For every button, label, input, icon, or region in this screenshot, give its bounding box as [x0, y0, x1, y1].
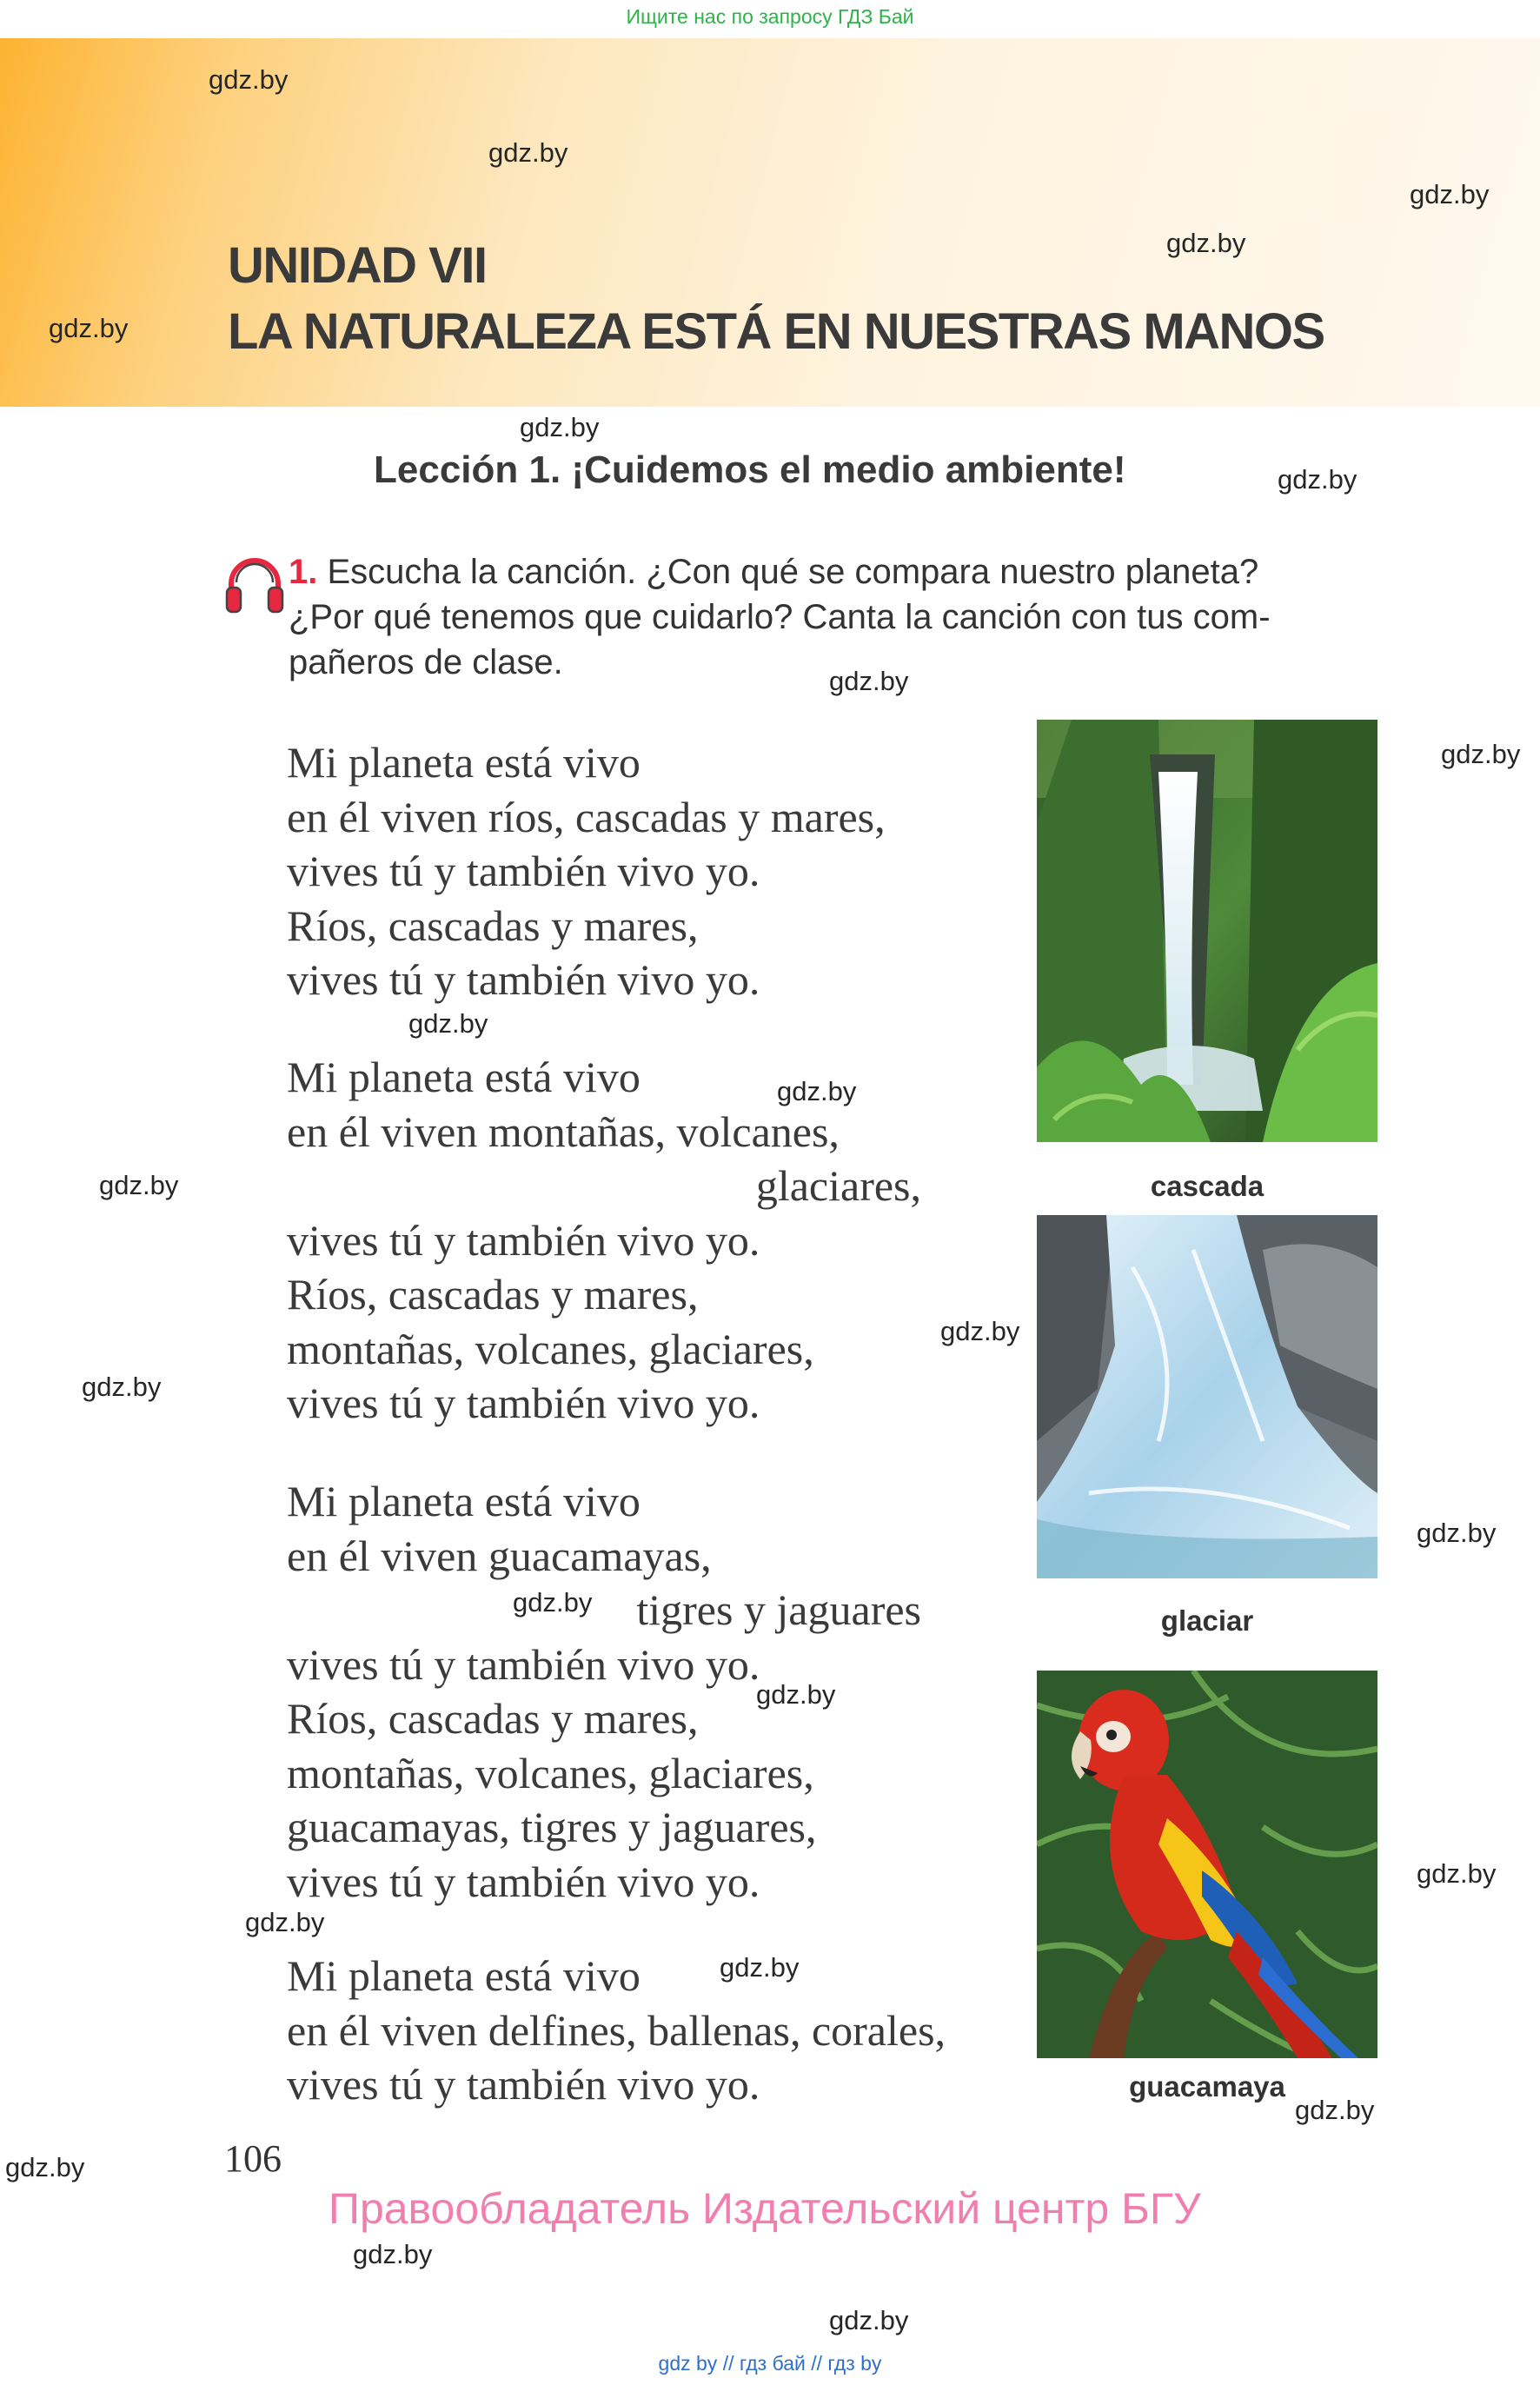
watermark: gdz.by [829, 666, 909, 696]
watermark: gdz.by [940, 1316, 1020, 1346]
page-number: 106 [224, 2137, 282, 2180]
watermark: gdz.by [1410, 179, 1490, 209]
watermark: gdz.by [488, 137, 568, 168]
unit-title [228, 233, 1324, 365]
lyric-line: montañas, volcanes, glaciares, [287, 1748, 814, 1797]
watermark: gdz.by [1166, 228, 1246, 258]
glacier-photo [1037, 1215, 1377, 1578]
lyric-line: en él viven ríos, cascadas y mares, [287, 792, 886, 841]
watermark: gdz.by [1417, 1518, 1497, 1548]
watermark: gdz.by [408, 1008, 488, 1039]
lyric-line: vives tú y también vivo yo. [287, 1379, 760, 1427]
task-number: 1. [289, 553, 318, 591]
lyric-line: Ríos, cascadas y mares, [287, 1694, 699, 1743]
watermark: gdz.by [353, 2239, 433, 2269]
watermark: gdz.by [5, 2152, 85, 2182]
task-line-1 [289, 549, 1384, 595]
lyric-line: glaciares, [755, 1161, 921, 1210]
watermark: gdz.by [1295, 2095, 1375, 2125]
watermark: gdz.by [777, 1076, 857, 1106]
watermark: gdz.by [1278, 464, 1357, 495]
waterfall-photo [1037, 720, 1377, 1142]
caption-guacamaya: guacamaya [1129, 2070, 1285, 2103]
watermark: gdz.by [1441, 739, 1521, 769]
lyric-line: Mi planeta está vivo [287, 1951, 641, 2000]
song-stanza-4 [287, 1949, 946, 2112]
unit-name: LA NATURALEZA ESTÁ EN NUESTRAS MANOS [228, 303, 1324, 360]
watermark: gdz.by [829, 2305, 909, 2335]
watermark: gdz.by [756, 1679, 836, 1710]
lyric-line: vives tú y también vivo yo. [287, 955, 760, 1004]
lyric-line: vives tú y también vivo yo. [287, 2060, 760, 2109]
lyric-line: vives tú y también vivo yo. [287, 1215, 760, 1265]
footer-links[interactable]: gdz by // гдз бай // гдз by [658, 2352, 882, 2375]
lyric-line: en él viven delfines, ballenas, corales, [287, 2005, 946, 2055]
watermark: gdz.by [99, 1170, 179, 1200]
lyric-line: vives tú y también vivo yo. [287, 1639, 760, 1689]
lyric-line: en él viven montañas, volcanes, [287, 1106, 840, 1156]
macaw-photo [1037, 1671, 1377, 2058]
lyric-line: Mi planeta está vivo [287, 738, 641, 787]
lyric-line: vives tú y también vivo yo. [287, 847, 760, 895]
lyric-line: Ríos, cascadas y mares, [287, 900, 699, 950]
lyric-line: en él viven guacamayas, [287, 1531, 712, 1580]
watermark: gdz.by [720, 1952, 800, 1983]
lyric-line: guacamayas, tigres y jaguares, [287, 1803, 817, 1851]
task-line-2: ¿Por qué tenemos que cuidarlo? Canta la canción con tus com- [289, 598, 1271, 636]
lyric-line: montañas, volcanes, glaciares, [287, 1324, 814, 1373]
song-stanza-1 [287, 735, 886, 1007]
headphones-icon [224, 555, 285, 615]
caption-glaciar: glaciar [1160, 1604, 1254, 1637]
task-line-3: pañeros de clase. [289, 643, 563, 681]
watermark: gdz.by [513, 1587, 593, 1618]
lesson-title: Lección 1. ¡Cuidemos el medio ambiente! [374, 448, 1126, 491]
watermark: gdz.by [245, 1907, 325, 1937]
task-text-1: Escucha la canción. ¿Con qué se compara nuestro planeta? [317, 553, 1259, 591]
rights-holder-notice: Правообладатель Издательский центр БГУ [329, 2184, 1201, 2233]
top-search-note: Ищите нас по запросу ГДЗ Бай [626, 5, 914, 28]
watermark: gdz.by [209, 64, 289, 95]
watermark: gdz.by [1417, 1858, 1497, 1889]
lyric-line: vives tú y también vivo yo. [287, 1857, 760, 1906]
watermark: gdz.by [82, 1372, 162, 1402]
caption-cascada: cascada [1150, 1170, 1265, 1202]
lyric-line: Mi planeta está vivo [287, 1477, 641, 1525]
lyric-line: Ríos, cascadas y mares, [287, 1270, 699, 1319]
unit-number: UNIDAD VII [228, 237, 487, 294]
lyric-line: tigres y jaguares [636, 1585, 921, 1634]
watermark: gdz.by [49, 313, 129, 343]
task-instructions [289, 549, 1384, 685]
watermark: gdz.by [520, 412, 600, 442]
lyric-line: Mi planeta está vivo [287, 1053, 641, 1101]
